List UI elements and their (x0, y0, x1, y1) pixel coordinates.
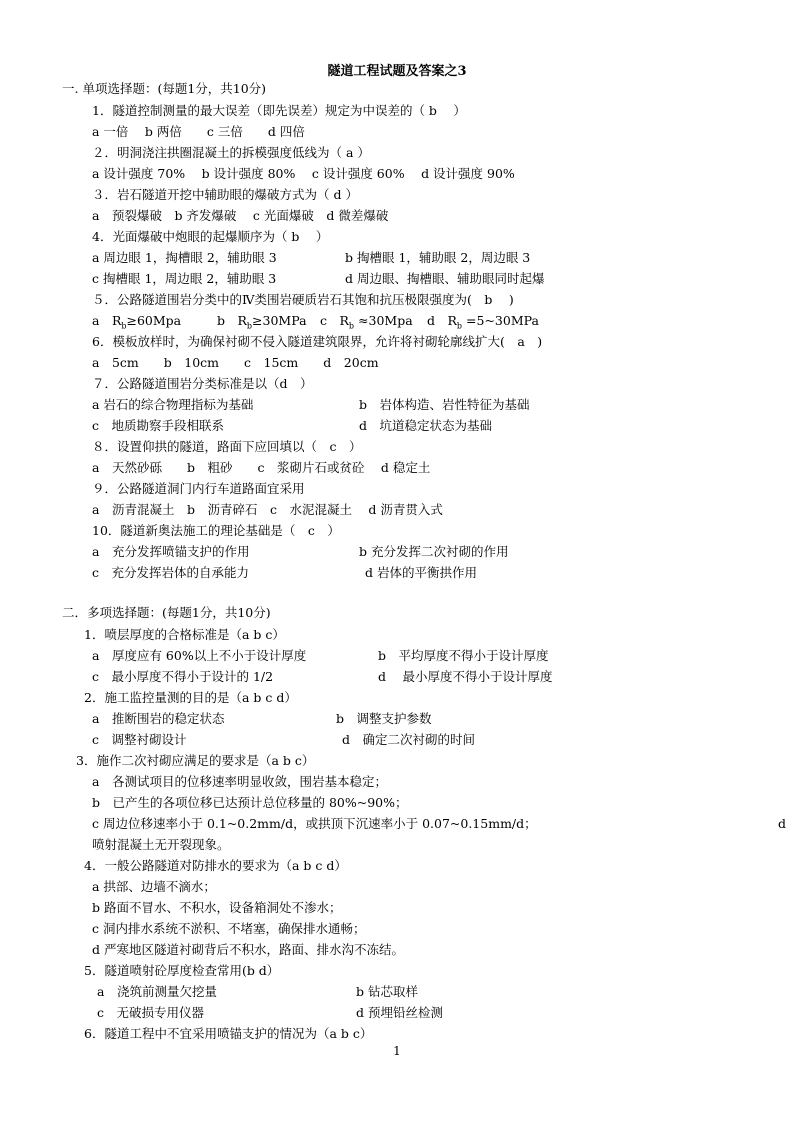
s2-q3-stem: 3．施作二次衬砌应满足的要求是（a b c） (76, 753, 315, 768)
s1-q4-opt-d: d 周边眼、掏槽眼、辅助眼同时起爆 (345, 271, 545, 286)
s1-q10-opt-c: c 充分发挥岩体的自承能力 (92, 565, 250, 580)
page-title: 隧道工程试题及答案之3 (327, 64, 467, 79)
s1-q1-stem: 1．隧道控制测量的最大误差（即先误差）规定为中误差的（ b ） (92, 103, 466, 118)
s1-q9-options: a 沥青混凝土 b 沥青碎石 c 水泥混凝土 d 沥青贯入式 (92, 502, 443, 517)
s2-q3-opt-b: b 已产生的各项位移已达预计总位移量的 80%~90%； (92, 795, 408, 810)
s1-q5-opt-b: ≥30MPa (252, 313, 307, 328)
s2-q5-opt-a: a 浇筑前测量欠挖量 (97, 984, 217, 999)
s2-q4-opt-d: d 严寒地区隧道衬砌背后不积水，路面、排水沟不冻结。 (92, 942, 404, 957)
s2-q5-opt-b: b 钻芯取样 (356, 984, 418, 999)
s2-q2-opt-d: d 确定二次衬砌的时间 (342, 732, 476, 747)
s1-q7-opt-b: b 岩体构造、岩性特征为基础 (359, 397, 530, 412)
s2-q6-stem: 6．隧道工程中不宜采用喷锚支护的情况为（a b c） (84, 1026, 373, 1041)
s1-q7-stem: ７．公路隧道围岩分类标准是以（d ） (92, 376, 313, 391)
s1-q1-options: a 一倍 b 两倍 c 三倍 d 四倍 (92, 124, 305, 139)
s2-q1-opt-d: d 最小厚度不得小于设计厚度 (378, 669, 553, 684)
s2-q5-opt-d: d 预埋铅丝检测 (356, 1005, 443, 1020)
s1-q7-opt-d: d 坑道稳定状态为基础 (359, 418, 493, 433)
s2-q1-opt-c: c 最小厚度不得小于设计的 1/2 (92, 669, 274, 684)
s2-q3-opt-c: c 周边位移速率小于 0.1~0.2mm/d，或拱顶下沉速率小于 0.07~0.15mm/d； (92, 816, 537, 831)
s2-q1-opt-b: b 平均厚度不得小于设计厚度 (378, 648, 549, 663)
s2-q5-opt-c: c 无破损专用仪器 (97, 1005, 205, 1020)
s1-q2-options: a 设计强度 70% b 设计强度 80% c 设计强度 60% d 设计强度 90% (92, 166, 515, 181)
document-page: 隧道工程试题及答案之3 一. 单项选择题：(每题1分，共10分) 1．隧道控制测量的最大误差（即先误差）规定为中误差的（ b ） a 一倍 b 两倍 c 三倍 d 四倍 ２．明洞浇注拱圈混凝土的拆模强度低线为（ a ） a 设计强度 70% b 设计强度 80% c 设计强度 60% d 设计强度 90% ３．岩石隧道开挖中辅助眼的爆破方式为（ d ） a 预裂爆破 b 齐发爆破 c 光面爆破 d 微差爆破 4．光面爆破中炮眼的起爆顺序为（ b ） a 周边眼 1，掏槽眼 2，辅助眼 3 b 掏槽眼 1，辅助眼 2，周边眼 3 c 掏槽眼 1，周边眼 2，辅助眼 3 d 周边眼、掏槽眼、辅助眼同时起爆 ５．公路隧道围岩分类中的Ⅳ类围岩硬质岩石其饱和抗压极限强度为( b ) a $R_b\ge 60Mpa$ b $R_b\ge 30MPa$ c $R_b \approx 30Mpa$ d $R_b$ =5~30MPa 6．模板放样时，为确保衬砌不侵入隧道建筑限界，允许将衬砌轮廓线扩大( a ) a 5cm b 10cm c 15cm d 20cm ７．公路隧道围岩分类标准是以（d ） a 岩石的综合物理指标为基础 b 岩体构造、岩性特征为基础 c 地质勘察手段相联系 d 坑道稳定状态为基础 ８．设置仰拱的隧道，路面下应回填以（ c ） a 天然砂砾 b 粗砂 c 浆砌片石或贫砼 d 稳定土 ９．公路隧道洞门内行车道路面宜采用 a 沥青混凝土 b 沥青碎石 c 水泥混凝土 d 沥青贯入式 10．隧道新奥法施工的理论基础是（ c ） a 充分发挥喷锚支护的作用 b 充分发挥二次衬砌的作用 c 充分发挥岩体的自承能力 d 岩体的平衡拱作用 二．多项选择题：(每题1分，共10分) 1．喷层厚度的合格标准是（a b c） a 厚度应有 60%以上不小于设计厚度 b 平均厚度不得小于设计厚度 c 最小厚度不得小于设计的 1/2 d 最小厚度不得小于设计厚度 2．施工监控量测的目的是（a b c d） a 推断围岩的稳定状态 b 调整支护参数 c 调整衬砌设计 d 确定二次衬砌的时间 3．施作二次衬砌应满足的要求是（a b c） a 各测试项目的位移速率明显收敛，围岩基本稳定； b 已产生的各项位移已达预计总位移量的 80%~90%； c 周边位移速率小于 0.1~0.2mm/d，或拱顶下沉速率小于 0.07~0.15mm/d； d 喷射混凝土无开裂现象。 4．一般公路隧道对防排水的要求为（a b c d） a 拱部、边墙不滴水； b 路面不冒水、不积水，设备箱洞处不渗水； c 洞内排水系统不淤积、不堵塞，确保排水通畅； d 严寒地区隧道衬砌背后不积水，路面、排水沟不冻结。 5．隧道喷射砼厚度检查常用(b d） a 浇筑前测量欠挖量 b 钻芯取样 c 无破损专用仪器 d 预埋铅丝检测 6．隧道工程中不宜采用喷锚支护的情况为（a b c） 1 (0, 0, 794, 1123)
s1-q10-opt-d: d 岩体的平衡拱作用 (365, 565, 477, 580)
s2-q3-opt-d-letter: d (778, 816, 787, 831)
s2-q4-opt-b: b 路面不冒水、不积水，设备箱洞处不渗水； (92, 900, 342, 915)
s2-q4-stem: 4．一般公路隧道对防排水的要求为（a b c d） (84, 858, 347, 873)
page-number: 1 (393, 1044, 401, 1058)
s1-q7-opt-c: c 地质勘察手段相联系 (92, 418, 225, 433)
s2-q2-stem: 2．施工监控量测的目的是（a b c d） (84, 690, 297, 705)
s2-q4-opt-c: c 洞内排水系统不淤积、不堵塞，确保排水通畅； (92, 921, 366, 936)
s2-q3-opt-d-text: 喷射混凝土无开裂现象。 (92, 837, 230, 852)
s2-q1-stem: 1．喷层厚度的合格标准是（a b c） (84, 627, 285, 642)
section2-heading: 二．多项选择题：(每题1分，共10分) (62, 605, 271, 620)
s2-q5-stem: 5．隧道喷射砼厚度检查常用(b d） (84, 963, 280, 978)
s1-q2-stem: ２．明洞浇注拱圈混凝土的拆模强度低线为（ a ） (92, 145, 370, 160)
s1-q6-options: a 5cm b 10cm c 15cm d 20cm (92, 355, 379, 370)
s2-q2-opt-a: a 推断围岩的稳定状态 (92, 711, 225, 726)
s1-q10-opt-a: a 充分发挥喷锚支护的作用 (92, 544, 250, 559)
s1-q8-options: a 天然砂砾 b 粗砂 c 浆砌片石或贫砼 d 稳定土 (92, 460, 431, 475)
s1-q4-opt-c: c 掏槽眼 1，周边眼 2，辅助眼 3 (92, 271, 277, 286)
s2-q2-opt-b: b 调整支护参数 (336, 711, 432, 726)
s1-q8-stem: ８．设置仰拱的隧道，路面下应回填以（ c ） (92, 439, 362, 454)
s1-q4-stem: 4．光面爆破中炮眼的起爆顺序为（ b ） (92, 229, 329, 244)
s1-q9-stem: ９．公路隧道洞门内行车道路面宜采用 (92, 481, 305, 496)
s1-q10-stem: 10．隧道新奥法施工的理论基础是（ c ） (92, 523, 340, 538)
s1-q10-opt-b: b 充分发挥二次衬砌的作用 (359, 544, 509, 559)
s1-q4-opt-b: b 掏槽眼 1，辅助眼 2，周边眼 3 (345, 250, 531, 265)
s2-q4-opt-a: a 拱部、边墙不滴水； (92, 879, 216, 894)
s1-q4-opt-a: a 周边眼 1，掏槽眼 2，辅助眼 3 (92, 250, 277, 265)
s1-q3-options: a 预裂爆破 b 齐发爆破 c 光面爆破 d 微差爆破 (92, 208, 389, 223)
section1-heading: 一. 单项选择题：(每题1分，共10分) (62, 81, 267, 96)
s1-q5-opt-c: ≈30Mpa (358, 313, 413, 328)
s1-q6-stem: 6．模板放样时，为确保衬砌不侵入隧道建筑限界，允许将衬砌轮廓线扩大( a ) (92, 334, 543, 349)
s2-q3-opt-a: a 各测试项目的位移速率明显收敛，围岩基本稳定； (92, 774, 387, 789)
s1-q5-opt-d: =5~30MPa (466, 313, 539, 328)
s2-q2-opt-c: c 调整衬砌设计 (92, 732, 187, 747)
s1-q5-opt-a: ≥60Mpa (126, 313, 182, 328)
s2-q1-opt-a: a 厚度应有 60%以上不小于设计厚度 (92, 648, 307, 663)
s1-q7-opt-a: a 岩石的综合物理指标为基础 (92, 397, 254, 412)
s1-q5-stem: ５．公路隧道围岩分类中的Ⅳ类围岩硬质岩石其饱和抗压极限强度为( b ) (92, 292, 514, 307)
s1-q3-stem: ３．岩石隧道开挖中辅助眼的爆破方式为（ d ） (92, 187, 358, 202)
